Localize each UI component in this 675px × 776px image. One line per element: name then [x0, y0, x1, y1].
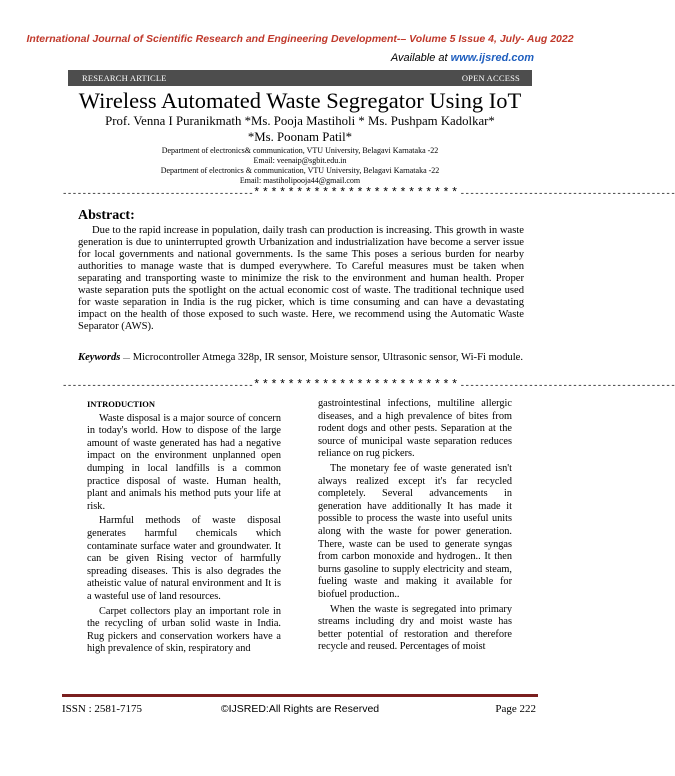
email-2: Email: mastiholipooja44@gmail.com	[239, 176, 361, 185]
keywords-text: Microcontroller Atmega 328p, IR sensor, Moisture sensor, Ultrasonic sensor, Wi-Fi module.	[132, 352, 523, 363]
abstract-body: Due to the rapid increase in population, daily trash can production is increasing. This growth in waste generation is due to uninterrupted growth Urbanization and industrialization have become a server issue for local governments and national governments. Is the same This poses a serious burden for nearby authorities to manage waste that is dumped everywhere. To Careful measures must be taken when separating and transporting waste to minimize the risk to the environment and human health. Proper waste separation puts the spotlight on the actual economic cost of waste. The traditional technique used for waste separation in India is the rug picker, which is time consuming and can have a devastating impact on the health of those exposed to such waste. Here, we recommend using the Automatic Waste Separator (AWS).	[78, 225, 524, 332]
paragraph-continued: gastrointestinal infections, multiline allergic diseases, and a high prevalence of bites from rodent dogs and other pests. Separation at the source of municipal waste separation reduces reliance on rug pickers.	[318, 398, 512, 460]
copyright: ©IJSRED:All Rights are Reserved	[220, 703, 380, 715]
authors-line-2: *Ms. Poonam Patil*	[247, 130, 353, 144]
paragraph: Carpet collectors play an important role in the recycling of urban solid waste in India. Rug pickers and conservation workers have a high prevalence of skin, respiratory and	[87, 605, 281, 655]
paragraph: The monetary fee of waste generated isn't always realized except it's far recycled completely. Several advancements in generation have additionally It has made it possible to process the waste into useful units along with the waste for power generation. There, waste can be used to generate syngas from carbon monoxide and hydrogen.. It then burns gasoline to supply electricity and steam, fueling waste and making it available for biofuel production..	[318, 462, 512, 600]
journal-header: International Journal of Scientific Research and Engineering Development-– Volume 5 Issue 4, July- Aug 2022	[26, 33, 574, 45]
paragraph: Harmful methods of waste disposal generates harmful chemicals which contaminate surface water and groundwater. It can be given Rising vector of harmfully spreading diseases. This is also degrades the atheistic value of natural environment and It is a wasteful use of land resources.	[87, 515, 281, 602]
journal-url-link[interactable]: www.ijsred.com	[450, 52, 534, 64]
available-label: Available at	[390, 52, 448, 64]
separator-bottom: ---------------------------------------************************--------------------------------------------	[62, 378, 675, 392]
separator-top: ---------------------------------------************************--------------------------------------------	[62, 186, 675, 200]
introduction-heading: INTRODUCTION	[87, 399, 156, 409]
issn: ISSN : 2581-7175	[62, 703, 143, 715]
separator-stars: ************************	[253, 186, 460, 200]
availability-line	[391, 52, 534, 64]
article-type-bar	[68, 70, 532, 86]
separator-stars-bottom: ************************	[253, 378, 460, 392]
keywords-dash: —	[123, 354, 131, 362]
affiliation-2: Department of electronics & communication, VTU University, Belagavi Karnataka -22	[160, 166, 440, 175]
research-article-tag: RESEARCH ARTICLE	[82, 73, 167, 83]
email-1: Email: veenaip@sgbit.edu.in	[253, 156, 347, 165]
paper-title: Wireless Automated Waste Segregator Using IoT	[78, 88, 522, 113]
footer-rule	[62, 694, 538, 697]
authors-line-1: Prof. Venna I Puranikmath *Ms. Pooja Mastiholi * Ms. Pushpam Kadolkar*	[105, 114, 495, 128]
keywords-label: Keywords	[78, 352, 121, 363]
right-column	[318, 398, 512, 656]
affiliation-1: Department of electronics& communication, VTU University, Belagavi Karnataka -22	[161, 146, 439, 155]
open-access-tag: OPEN ACCESS	[461, 73, 520, 83]
keywords	[78, 352, 524, 365]
abstract-heading: Abstract:	[78, 208, 135, 223]
page-number: Page 222	[495, 703, 536, 715]
paragraph: When the waste is segregated into primary streams including dry and moist waste has better potential of restoration and therefore recycle and reused. Percentages of moist	[318, 603, 512, 653]
left-column	[87, 398, 281, 658]
paragraph: Waste disposal is a major source of concern in today's world. How to dispose of the large amount of waste generated has had a negative impact on the environment unplanned open dumping in local landfills is a common practice disposal of waste. Human health, plant and animals his method puts your life at risk.	[87, 412, 281, 512]
